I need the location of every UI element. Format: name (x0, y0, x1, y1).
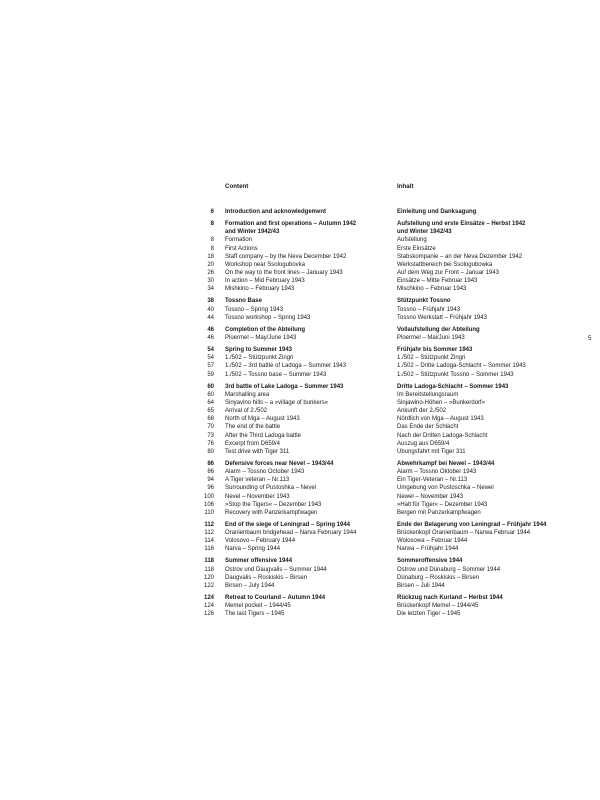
toc-title-german: Auszug aus D659/4 (397, 440, 450, 447)
toc-title-german: Wolosowa – Februar 1944 (397, 538, 468, 545)
toc-page-number: 59 (207, 371, 214, 378)
toc-section-title-row (0, 460, 600, 468)
toc-title-german: Brückenkopf Oranienbaum – Narwa Februar 1944 (397, 530, 531, 537)
toc-title-english: Memel pocket – 1944/45 (225, 603, 291, 610)
toc-entry-row (0, 566, 600, 574)
toc-title-german: Abwehrkampf bei Newel – 1943/44 (397, 460, 495, 467)
toc-page-number: 40 (207, 306, 214, 313)
toc-title-english: Introduction and acknowledgement (225, 209, 327, 215)
toc-page-number: 38 (207, 298, 214, 305)
toc-title-german: Stabskompanie – an der Neva Dezember 1942 (397, 253, 523, 260)
toc-title-german: Werkstattbereich bei Ssologubowka (397, 261, 493, 268)
toc-title-english: Volosovo – February 1944 (225, 538, 296, 545)
toc-title-english: Nevel – November 1943 (225, 493, 290, 500)
toc-page-number: 60 (207, 391, 214, 398)
toc-page-number: 112 (204, 530, 214, 537)
toc-title-german: 1./502 – Dritte Ladoga-Schlacht – Sommer 1943 (397, 363, 526, 370)
toc-entry-row (0, 448, 600, 456)
toc-page-number: 34 (207, 286, 214, 293)
toc-section-title-row (0, 557, 600, 565)
toc-title-english: Summer offensive 1944 (225, 558, 293, 565)
content-heading-english: Content (225, 183, 249, 190)
toc-entry-row (0, 468, 600, 476)
toc-title-german: Narwa – Frühjahr 1944 (397, 546, 459, 553)
toc-title-english: The last Tigers – 1945 (225, 611, 285, 618)
toc-title-english: Completion of the Abteilung (225, 326, 306, 333)
toc-title-german: Ende der Belagerung von Leningrad – Frühjahr 1944 (397, 521, 547, 528)
toc-title-english: Tossno workshop – Spring 1943 (225, 314, 311, 321)
toc-entry-row (0, 582, 600, 590)
toc-title-english: 1./502 – Stützpunkt Zingri (225, 355, 294, 362)
toc-entry-row (0, 362, 600, 370)
toc-entry-row (0, 501, 600, 509)
toc-page-number: 60 (207, 383, 214, 390)
toc-title-english: Oranienbaum bridgehead – Narva February 1944 (225, 530, 357, 537)
toc-title-german: Stützpunkt Tossno (397, 298, 451, 305)
toc-title-english: Test drive with Tiger 311 (225, 448, 290, 455)
toc-title-german: Birsen – Juli 1944 (397, 582, 445, 589)
toc-section-title-row (0, 521, 600, 529)
toc-title-german: Aufstellung (397, 237, 427, 244)
toc-title-german: 1./502 – Stützpunkt Tossno – Sommer 1943 (397, 371, 514, 378)
toc-title-german: Ploermel – Mai/Juni 1943 (397, 334, 465, 341)
toc-title-german: Brückenkopf Memel – 1944/45 (397, 603, 479, 610)
toc-title-english: Ploermel – May/June 1943 (225, 334, 297, 341)
toc-section (0, 557, 600, 590)
toc-entry-row (0, 354, 600, 362)
toc-title-english: Sinyavino hills – a »village of bunkers« (225, 399, 329, 406)
toc-title-german: Sommeroffensive 1944 (397, 558, 463, 565)
toc-title-german: Nördlich von Mga – August 1943 (397, 416, 484, 423)
toc-page-number: 70 (207, 424, 214, 431)
toc-title-english: »Stop the Tigers« – Dezember 1943 (225, 501, 322, 508)
toc-title-german: Tossno Werkstatt – Frühjahr 1943 (397, 314, 487, 321)
toc-entry-row (0, 253, 600, 261)
toc-page-number: 96 (207, 485, 214, 492)
toc-page-number: 73 (207, 432, 214, 439)
toc-entry-row (0, 493, 600, 501)
toc-title-english: 3rd battle of Lake Ladoga – Summer 1943 (225, 383, 344, 390)
toc-title-english: Marshalling area (225, 391, 270, 398)
toc-section (0, 220, 600, 293)
toc-entry-row (0, 306, 600, 314)
toc-title-english: North of Mga – August 1943 (225, 416, 300, 423)
toc-title-german: Ein Tiger-Veteran – Nr.113 (397, 477, 468, 484)
toc-title-english: Formation (225, 237, 253, 244)
toc-page-number: 86 (207, 469, 214, 476)
toc-page-number: 65 (207, 408, 214, 415)
toc-title-english: Formation and first operations – Autumn 1942 (225, 221, 357, 228)
toc-title-german: Mischkino – Februar 1943 (397, 286, 467, 293)
toc-page-number: 126 (203, 611, 214, 618)
toc-title-english: In action – Mid February 1943 (225, 278, 305, 285)
toc-entry-row (0, 537, 600, 545)
toc-entry-row (0, 314, 600, 322)
toc-entry-row (0, 423, 600, 431)
toc-section (0, 460, 600, 517)
toc-section (0, 326, 600, 342)
toc-page-number: 30 (207, 278, 214, 285)
toc-title-german: Das Ende der Schlacht (397, 424, 459, 431)
toc-entry-row (0, 574, 600, 582)
toc-section-title-row (0, 208, 600, 216)
toc-entry-row (0, 529, 600, 537)
toc-page-number: 120 (203, 574, 214, 581)
toc-title-german: Frühjahr bis Sommer 1943 (397, 347, 473, 354)
toc-page-number: 44 (207, 314, 214, 321)
toc-title-english: 1./502 – 3rd battle of Ladoga – Summer 1943 (225, 363, 347, 370)
toc-title-german: und Winter 1942/43 (397, 229, 452, 236)
toc-page-number: 118 (204, 558, 214, 565)
toc-title-english: Excerpt from D659/4 (225, 440, 281, 447)
toc-title-german: Tossno – Frühjahr 1943 (397, 306, 461, 313)
toc-page-number: 8 (210, 237, 214, 244)
toc-page-number: 46 (207, 326, 214, 333)
toc-title-english: 1./502 – Tossno base – Summer 1943 (225, 371, 327, 378)
toc-title-english: Recovery with Panzerkampfwagen (225, 509, 318, 516)
toc-page-number: 46 (207, 334, 214, 341)
toc-title-english: Tossno – Spring 1943 (225, 306, 284, 313)
toc-section-title-row (0, 346, 600, 354)
toc-title-german: Nach der Dritten Ladoga-Schlacht (397, 432, 488, 439)
toc-page-number: 8 (210, 221, 214, 228)
toc-page-number: 26 (207, 269, 214, 276)
toc-page-number: 64 (207, 399, 214, 406)
toc-title-english: Daugvalis – Roskiskis – Birsen (225, 574, 308, 581)
toc-title-german: »Halt für Tiger« – Dezember 1943 (397, 501, 488, 508)
toc-title-english: After the Third Ladoga battle (225, 432, 301, 439)
toc-title-german: Aufstellung und erste Einsätze – Herbst 1942 (397, 221, 526, 228)
toc-section-title-row (0, 594, 600, 602)
toc-section (0, 346, 600, 379)
toc-title-german: Ankunft der 2./502 (397, 408, 447, 415)
toc-entry-row (0, 610, 600, 618)
toc-title-english: Ostrov und Daugvalis – Summer 1944 (225, 566, 327, 573)
toc-title-german: Alarm – Tossno Oktober 1943 (397, 469, 477, 476)
toc-title-german: Erste Einsätze (397, 245, 436, 252)
toc-section-title-row (0, 228, 600, 236)
toc-title-english: A Tiger veteran – Nr.113 (225, 477, 290, 484)
toc-entry-row (0, 399, 600, 407)
toc-entry-row (0, 415, 600, 423)
toc-page-number: 118 (204, 566, 214, 573)
toc-title-english: On the way to the front lines – January 1943 (225, 269, 343, 276)
toc-title-english: and Winter 1942/43 (225, 229, 280, 236)
toc-section (0, 297, 600, 321)
toc-title-german: Im Bereitstellungsraum (397, 391, 459, 398)
toc-title-german: Dritte Ladoga-Schlacht – Sommer 1943 (397, 383, 509, 390)
toc-entry-row (0, 602, 600, 610)
toc-section (0, 521, 600, 554)
toc-entry-row (0, 261, 600, 269)
toc-title-german: Vollaufstellung der Abteilung (397, 326, 480, 333)
toc-section (0, 594, 600, 618)
table-of-contents (0, 208, 600, 622)
toc-title-english: Mishkino – February 1943 (225, 286, 295, 293)
toc-title-english: Workshop near Ssologubovka (225, 261, 305, 268)
toc-entry-row (0, 476, 600, 484)
toc-section-title-row (0, 383, 600, 391)
toc-title-english: Birsen – July 1944 (225, 582, 275, 589)
toc-title-english: Defensive forces near Nevel – 1943/44 (225, 460, 334, 467)
toc-title-german: Einleitung und Danksagung (397, 209, 477, 215)
toc-entry-row (0, 371, 600, 379)
toc-title-english: First Actions (225, 245, 258, 252)
toc-title-german: Newel – November 1943 (397, 493, 464, 500)
toc-entry-row (0, 484, 600, 492)
toc-entry-row (0, 432, 600, 440)
toc-section-title-row (0, 326, 600, 334)
toc-title-german: 1./502 – Stützpunkt Zingri (397, 355, 466, 362)
toc-entry-row (0, 407, 600, 415)
toc-page-number: 8 (210, 245, 214, 252)
toc-title-german: Bergen mit Panzerkampfwagen (397, 509, 481, 516)
toc-page-number: 80 (207, 448, 214, 455)
toc-entry-row (0, 545, 600, 553)
toc-entry-row (0, 509, 600, 517)
toc-section-title-row (0, 297, 600, 305)
toc-page-number: 20 (207, 261, 214, 268)
toc-page-number: 116 (204, 546, 214, 553)
toc-title-english: Retreat to Courland – Autumn 1944 (225, 595, 326, 602)
toc-page-number: 110 (204, 509, 214, 516)
toc-entry-row (0, 285, 600, 293)
toc-title-english: Arrival of 2./502 (225, 408, 268, 415)
toc-title-german: Einsätze – Mitte Februar 1943 (397, 278, 478, 285)
toc-title-german: Übungsfahrt mit Tiger 311 (397, 448, 466, 455)
toc-entry-row (0, 277, 600, 285)
toc-page-number: 86 (207, 460, 214, 467)
toc-entry-row (0, 236, 600, 244)
toc-title-german: Auf dem Weg zur Front – Januar 1943 (397, 269, 499, 276)
page-number: 5 (588, 335, 592, 342)
toc-page-number: 124 (203, 595, 214, 602)
toc-title-english: Staff company – by the Neva December 1942 (225, 253, 347, 260)
toc-title-german: Ostrow und Dünaburg – Sommer 1944 (397, 566, 501, 573)
toc-page-number: 6 (210, 209, 214, 215)
toc-page-number: 124 (203, 603, 214, 610)
toc-title-english: The end of the battle (225, 424, 281, 431)
toc-page-number: 122 (203, 582, 214, 589)
toc-section-title-row (0, 220, 600, 228)
toc-page-number: 68 (207, 416, 214, 423)
toc-page-number: 18 (207, 253, 214, 260)
toc-title-german: Umgebung von Pustoschka – Newel (397, 485, 494, 492)
toc-page-number: 54 (207, 347, 214, 354)
toc-title-english: Surrounding of Pustoshka – Nevel (225, 485, 317, 492)
toc-page-number: 106 (203, 501, 214, 508)
toc-page-number: 100 (203, 493, 214, 500)
toc-title-english: End of the siege of Leningrad – Spring 1944 (225, 521, 351, 528)
toc-title-german: Sinjawino-Höhen – »Bunkerdorf« (397, 399, 486, 406)
toc-page-number: 94 (207, 477, 214, 484)
toc-title-english: Narva – Spring 1944 (225, 546, 281, 553)
toc-page-number: 57 (207, 363, 214, 370)
toc-title-english: Alarm – Tossno October 1943 (225, 469, 305, 476)
toc-entry-row (0, 440, 600, 448)
toc-entry-row (0, 245, 600, 253)
toc-title-german: Dünaburg – Roskiskis – Birsen (397, 574, 480, 581)
toc-title-english: Spring to Summer 1943 (225, 347, 293, 354)
toc-entry-row (0, 334, 600, 342)
toc-page-number: 54 (207, 355, 214, 362)
toc-section (0, 208, 600, 216)
toc-page-number: 114 (204, 538, 214, 545)
toc-page-number: 112 (204, 521, 214, 528)
toc-entry-row (0, 391, 600, 399)
toc-page-number: 76 (207, 440, 214, 447)
toc-title-german: Rückzug nach Kurland – Herbst 1944 (397, 595, 503, 602)
content-heading-german: Inhalt (397, 183, 414, 190)
toc-title-german: Die letzten Tiger – 1945 (397, 611, 461, 618)
toc-title-english: Tossno Base (225, 298, 262, 305)
toc-entry-row (0, 269, 600, 277)
toc-section (0, 383, 600, 456)
